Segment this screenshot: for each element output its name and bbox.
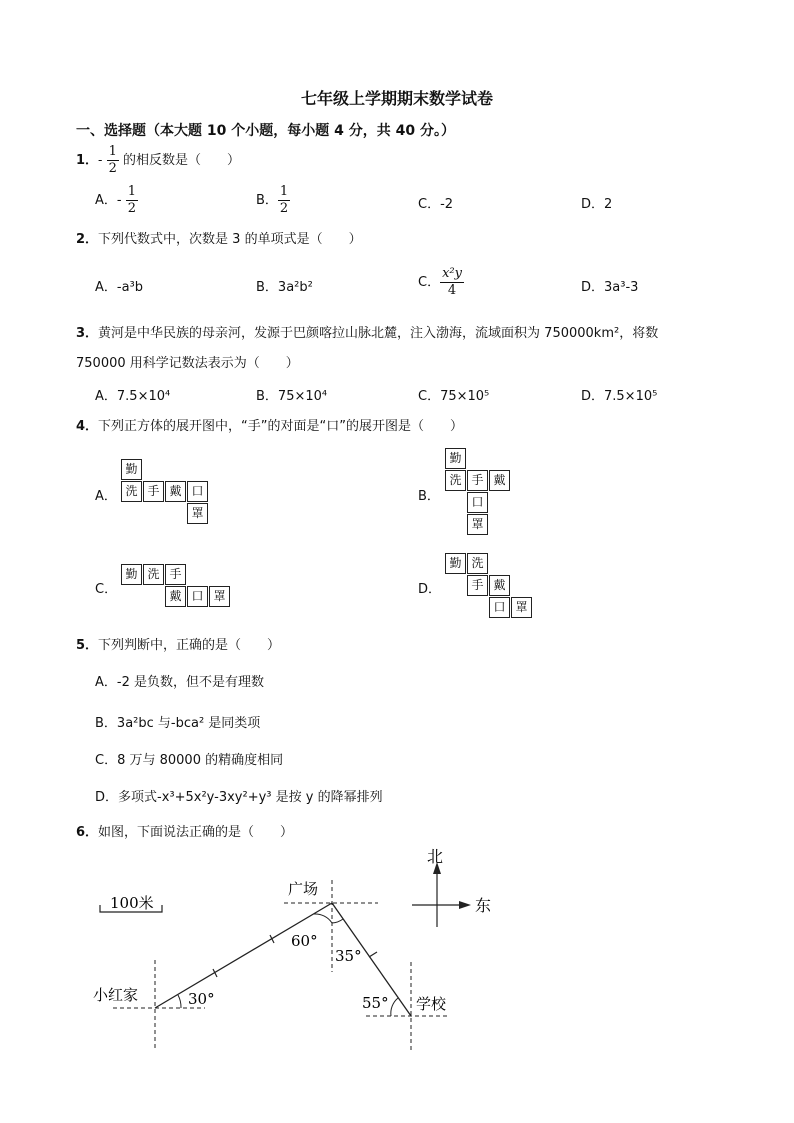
q4-option-c[interactable]: C． <box>95 582 118 597</box>
q3-option-b[interactable]: B．75×10⁴ <box>256 389 328 404</box>
question-number: 3． <box>76 326 99 341</box>
net-cell: 罩 <box>467 514 488 535</box>
angle-arc-school <box>391 998 398 1016</box>
q5-option-b[interactable]: B．3a²bc 与-bca² 是同类项 <box>95 716 261 731</box>
angle-label-home: 30° <box>188 990 215 1008</box>
q3-stem-line2: 750000 用科学记数法表示为（ ） <box>76 356 299 371</box>
net-cell: 手 <box>143 481 164 502</box>
q3-option-d[interactable]: D．7.5×10⁵ <box>581 389 658 404</box>
angle-label-plaza-right: 35° <box>335 947 362 965</box>
net-cell: 手 <box>467 575 488 596</box>
net-cell: 手 <box>165 564 186 585</box>
plaza-label: 广场 <box>288 880 319 898</box>
net-cell: 罩 <box>209 586 230 607</box>
net-cell: 勤 <box>121 564 142 585</box>
q1-option-c[interactable]: C．-2 <box>418 197 454 212</box>
net-cell: 洗 <box>467 553 488 574</box>
question-number: 6． <box>76 825 99 840</box>
net-cell: 勤 <box>121 459 142 480</box>
question-number: 5． <box>76 638 99 653</box>
net-cell: 戴 <box>165 586 186 607</box>
net-cell: 口 <box>467 492 488 513</box>
q2-stem: 下列代数式中，次数是 3 的单项式是（ ） <box>98 232 362 247</box>
net-cell: 口 <box>187 481 208 502</box>
q1-option-b[interactable]: B． $\frac{1}{2}$ <box>256 184 289 216</box>
north-label: 北 <box>427 847 444 866</box>
q3-stem-line1: 黄河是中华民族的母亲河，发源于巴颜喀拉山脉北麓，注入渤海，流域面积为 750000km²，将数 <box>98 326 659 341</box>
q5-stem: 下列判断中，正确的是（ ） <box>98 638 281 653</box>
q4-option-b[interactable]: B． <box>418 489 440 504</box>
home-label: 小红家 <box>93 986 139 1004</box>
q2-option-c[interactable]: C． $\frac{\text{x²y}}{4}$ <box>418 266 462 298</box>
angle-arc-home <box>178 995 181 1008</box>
q1-stem: 的相反数是（ ） <box>118 153 240 168</box>
question-number: 4． <box>76 419 99 434</box>
net-cell: 口 <box>187 586 208 607</box>
angle-arc-plaza-left <box>314 914 332 923</box>
q3-option-a[interactable]: A．7.5×10⁴ <box>95 389 171 404</box>
question-number: 1． <box>76 153 99 168</box>
net-cell: 洗 <box>121 481 142 502</box>
net-cell: 戴 <box>489 575 510 596</box>
east-arrow-icon <box>459 901 471 909</box>
scale-label: 100米 <box>110 894 154 912</box>
q2-option-d[interactable]: D．3a³-3 <box>581 280 639 295</box>
net-cell: 洗 <box>445 470 466 491</box>
q1-option-d[interactable]: D．2 <box>581 197 613 212</box>
angle-label-plaza-left: 60° <box>291 932 318 950</box>
net-cell: 戴 <box>489 470 510 491</box>
q5-option-d[interactable]: D．多项式-x³+5x²y-3xy²+y³ 是按 y 的降幂排列 <box>95 790 383 805</box>
net-cell: 勤 <box>445 553 466 574</box>
segment-tick <box>369 952 377 957</box>
q1-fraction: $\frac{1}{2}$ <box>108 144 117 176</box>
question-number: 2． <box>76 232 99 247</box>
angle-arc-plaza-right <box>332 919 343 923</box>
east-label: 东 <box>475 896 492 915</box>
q3-option-c[interactable]: C．75×10⁵ <box>418 389 490 404</box>
home-to-plaza-path <box>155 903 332 1008</box>
net-cell: 罩 <box>187 503 208 524</box>
net-cell: 勤 <box>445 448 466 469</box>
q4-option-a[interactable]: A． <box>95 489 117 504</box>
net-cell: 戴 <box>165 481 186 502</box>
net-cell: 罩 <box>511 597 532 618</box>
q4-option-d[interactable]: D． <box>418 582 442 597</box>
q2-option-b[interactable]: B．3a²b² <box>256 280 313 295</box>
q5-option-a[interactable]: A．-2 是负数，但不是有理数 <box>95 675 264 690</box>
q1-option-a[interactable]: A．- $\frac{1}{2}$ <box>95 184 136 216</box>
net-cell: 洗 <box>143 564 164 585</box>
q1-prefix: - <box>98 153 107 168</box>
school-label: 学校 <box>416 995 447 1013</box>
q2-option-a[interactable]: A．-a³b <box>95 280 144 295</box>
page-title: 七年级上学期期末数学试卷 <box>300 89 493 108</box>
net-cell: 口 <box>489 597 510 618</box>
section-heading: 一、选择题（本大题 10 个小题，每小题 4 分，共 40 分。） <box>76 123 455 139</box>
angle-label-school: 55° <box>362 994 389 1012</box>
net-cell: 手 <box>467 470 488 491</box>
q6-stem: 如图，下面说法正确的是（ ） <box>98 825 294 840</box>
q5-option-c[interactable]: C．8 万与 80000 的精确度相同 <box>95 753 284 768</box>
q4-stem: 下列正方体的展开图中，“手”的对面是“口”的展开图是（ ） <box>98 419 463 434</box>
